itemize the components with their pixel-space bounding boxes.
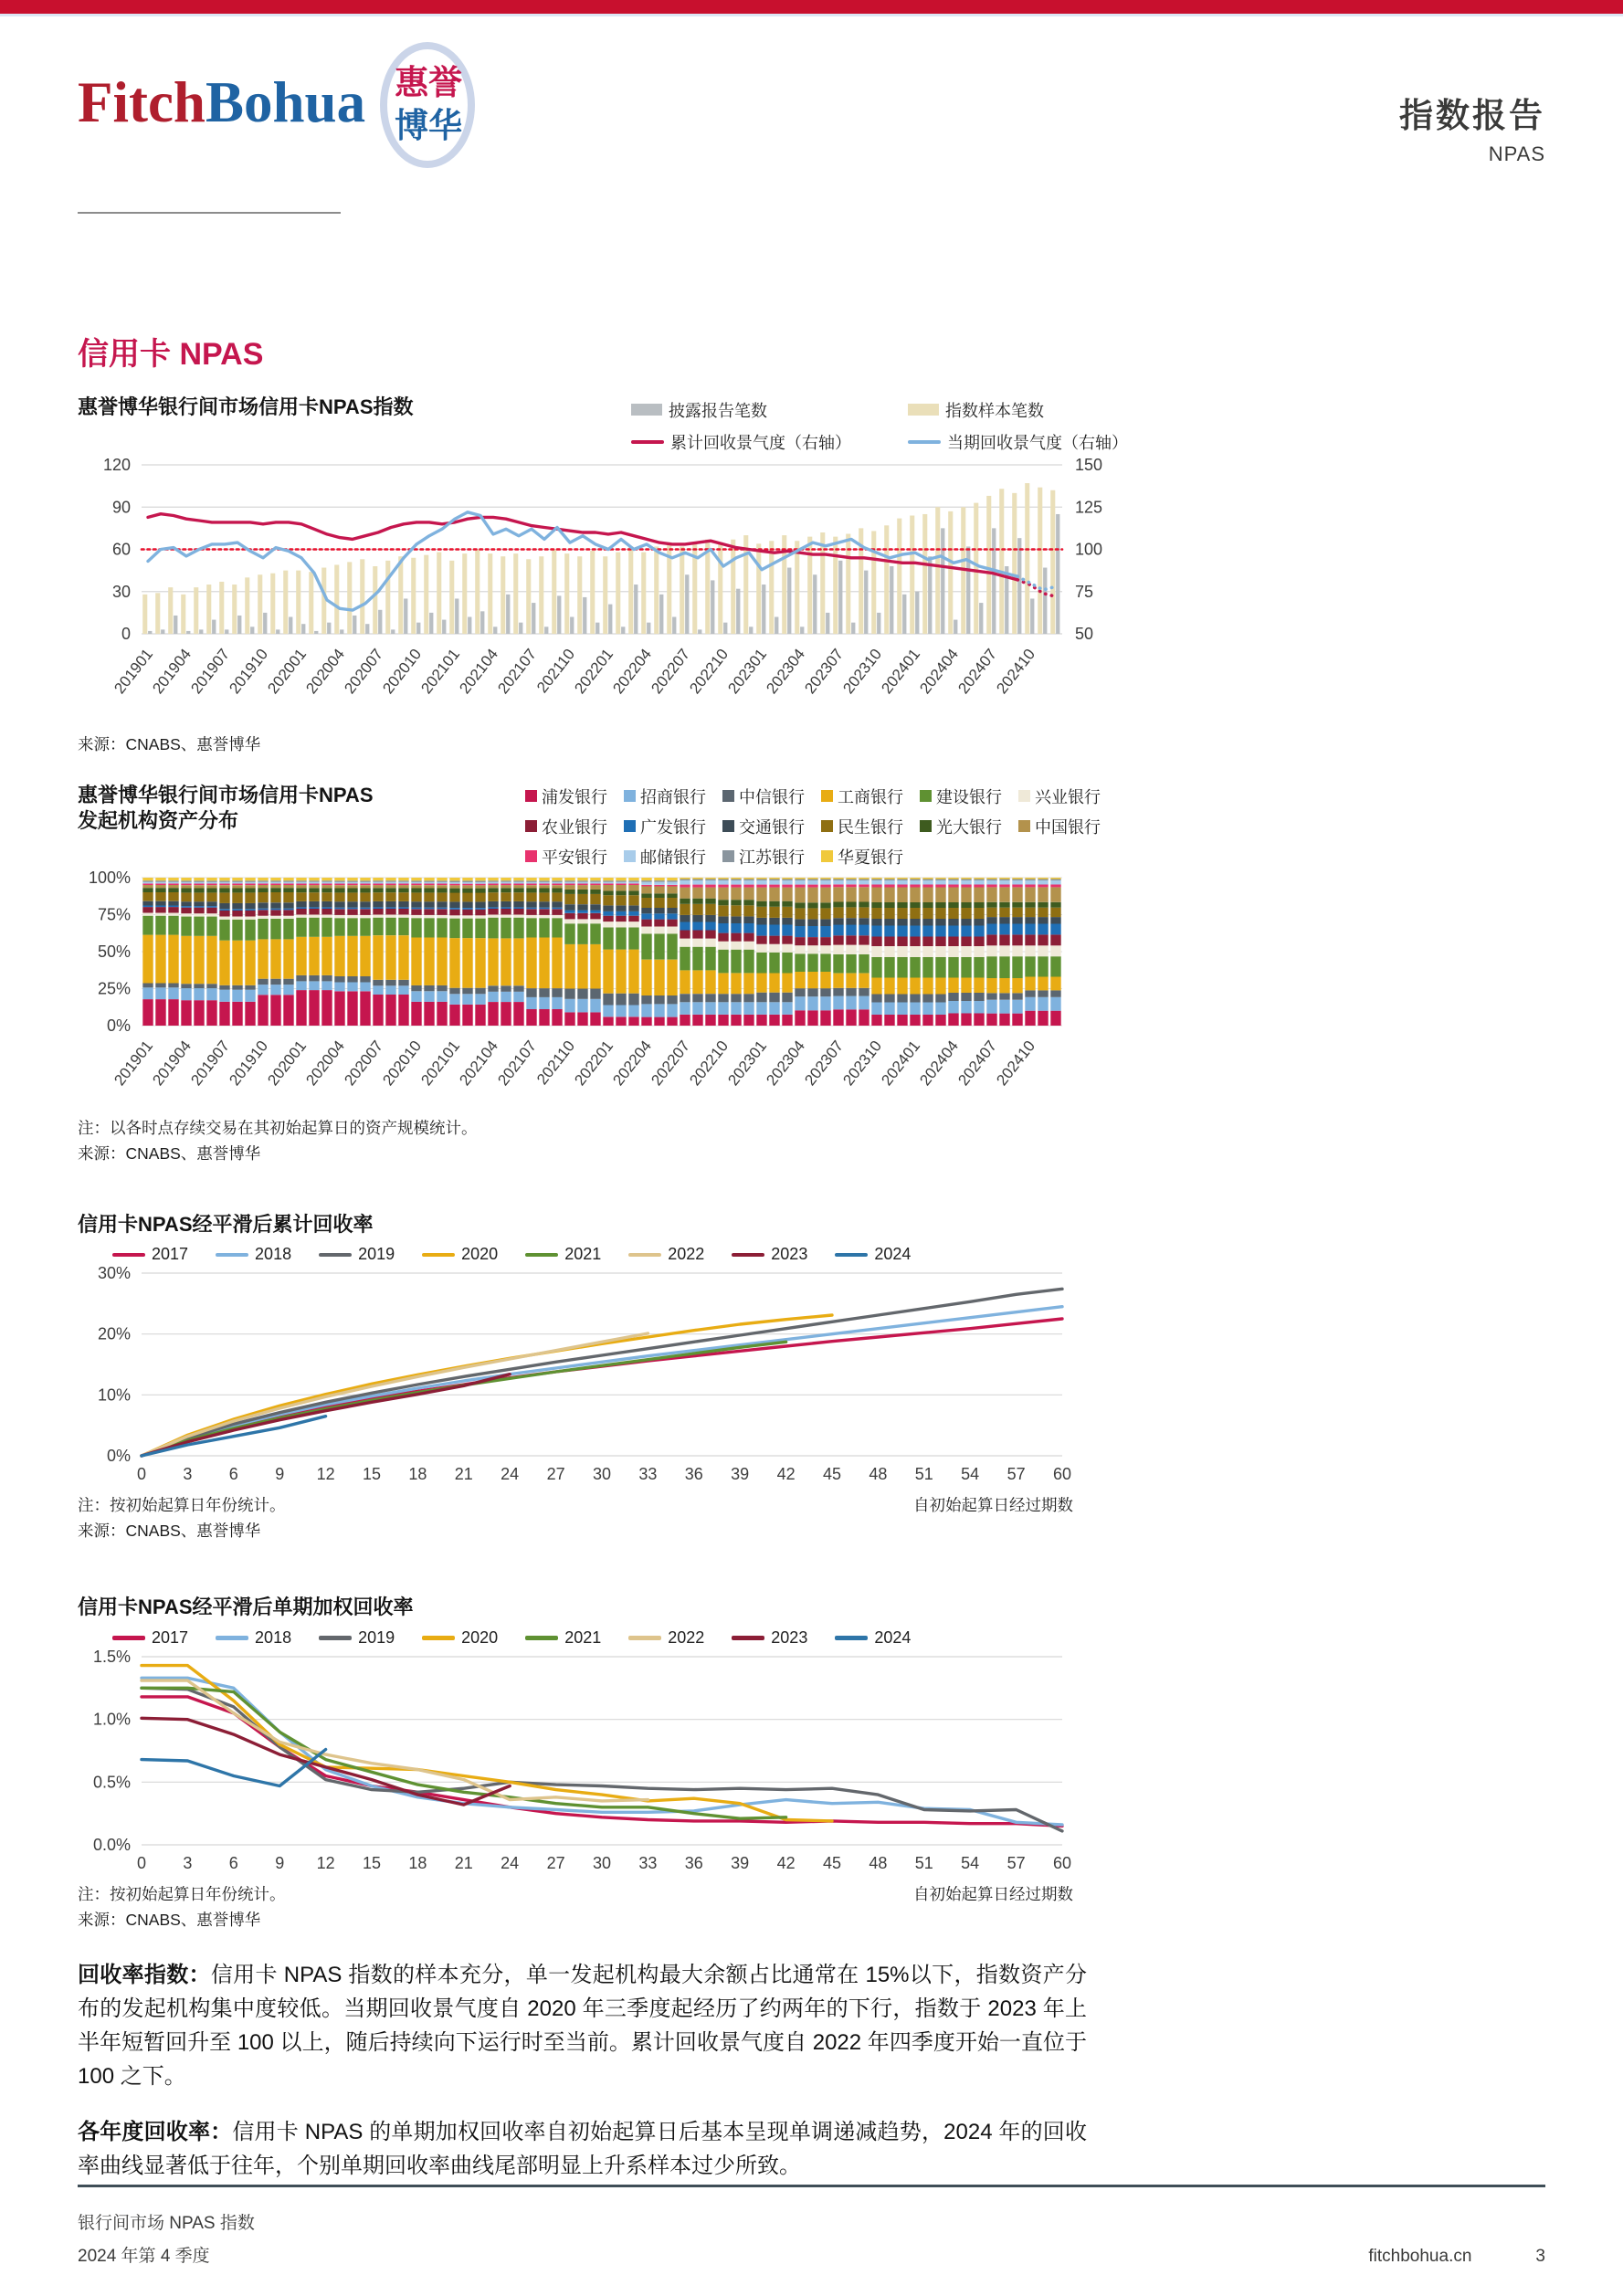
legend-swatch-icon — [631, 440, 664, 445]
legend-item-累计回收景气度（右轴） — [631, 430, 851, 454]
svg-text:0: 0 — [136, 1853, 147, 1872]
legend-label: 工商银行 — [838, 787, 903, 806]
legend-label: 2019 — [358, 1245, 395, 1264]
svg-text:75%: 75% — [97, 905, 131, 924]
chart4-note: 注：按初始起算日年份统计。 — [78, 1884, 286, 1903]
svg-text:202007: 202007 — [341, 645, 387, 697]
chart2-note: 注：以各时点存续交易在其初始起算日的资产规模统计。 — [78, 1118, 478, 1137]
svg-text:30: 30 — [592, 1853, 612, 1872]
legend-label: 2017 — [152, 1245, 189, 1264]
svg-text:202407: 202407 — [954, 645, 1001, 697]
legend-label: 建设银行 — [936, 787, 1002, 806]
legend-item-2017 — [112, 1628, 188, 1648]
legend-label: 浦发银行 — [542, 787, 607, 806]
legend-label: 当期回收景气度（右轴） — [947, 433, 1128, 452]
legend-label: 2022 — [668, 1245, 705, 1264]
chart3-note: 注：按初始起算日年份统计。 — [78, 1496, 286, 1515]
legend-item-建设银行 — [920, 785, 1007, 808]
footer-quarter: 2024 年第 4 季度 — [78, 2247, 210, 2266]
legend-item-2019 — [319, 1245, 395, 1264]
svg-text:18: 18 — [408, 1465, 427, 1484]
legend-item-2024 — [835, 1245, 911, 1264]
chart-cumulative-recovery — [78, 1212, 1128, 1543]
legend-item-光大银行 — [920, 815, 1007, 838]
legend-label: 平安银行 — [542, 848, 607, 867]
legend-swatch-icon — [112, 1636, 145, 1640]
top-blue-line — [0, 14, 1623, 16]
svg-text:202110: 202110 — [533, 645, 579, 696]
legend-label: 民生银行 — [838, 817, 903, 837]
legend-label: 2018 — [255, 1245, 292, 1264]
svg-text:100: 100 — [1075, 540, 1103, 559]
svg-text:0: 0 — [121, 624, 131, 643]
legend-item-2022 — [628, 1245, 704, 1264]
svg-text:202104: 202104 — [456, 645, 502, 697]
svg-text:202210: 202210 — [686, 645, 732, 697]
svg-text:202204: 202204 — [609, 645, 656, 697]
svg-text:202207: 202207 — [648, 645, 694, 697]
svg-text:39: 39 — [731, 1465, 750, 1484]
footer-page-number: 3 — [1535, 2247, 1545, 2266]
svg-text:60: 60 — [1052, 1853, 1072, 1872]
paragraph-recovery-index — [78, 1958, 1087, 2093]
legend-swatch-icon — [525, 1636, 558, 1640]
chart4-legend — [112, 1628, 1128, 1648]
legend-label: 2023 — [771, 1627, 808, 1647]
legend-label: 光大银行 — [936, 817, 1002, 837]
chart2-legend — [525, 785, 1128, 869]
chart-npas-index — [78, 395, 1128, 755]
svg-text:0%: 0% — [106, 1447, 131, 1466]
legend-item-邮储银行 — [624, 845, 711, 869]
svg-text:202107: 202107 — [494, 1037, 541, 1089]
legend-swatch-icon — [920, 790, 932, 802]
svg-text:45: 45 — [822, 1465, 842, 1484]
chart1-title: 惠誉博华银行间市场信用卡NPAS指数 — [78, 395, 414, 418]
page-footer — [78, 2185, 1545, 2267]
svg-text:202301: 202301 — [724, 1037, 771, 1089]
svg-text:202304: 202304 — [763, 1037, 809, 1089]
legend-item-2019 — [319, 1628, 395, 1648]
legend-item-2021 — [525, 1628, 601, 1648]
legend-label: 2020 — [461, 1627, 499, 1647]
legend-swatch-icon — [1018, 820, 1030, 832]
legend-label: 邮储银行 — [640, 848, 706, 867]
svg-text:202101: 202101 — [417, 645, 464, 697]
legend-item-平安银行 — [525, 845, 613, 869]
legend-item-2020 — [422, 1245, 498, 1264]
svg-text:25%: 25% — [97, 979, 131, 998]
chart3-title: 信用卡NPAS经平滑后累计回收率 — [78, 1212, 374, 1236]
svg-text:36: 36 — [684, 1853, 703, 1872]
svg-text:12: 12 — [316, 1465, 335, 1484]
legend-swatch-icon — [722, 850, 734, 862]
legend-item-浦发银行 — [525, 785, 613, 808]
svg-text:27: 27 — [546, 1853, 565, 1872]
legend-label: 2024 — [874, 1245, 912, 1264]
svg-text:33: 33 — [638, 1465, 658, 1484]
svg-text:30%: 30% — [97, 1264, 131, 1283]
svg-text:15: 15 — [362, 1465, 382, 1484]
svg-text:202010: 202010 — [379, 1037, 426, 1089]
svg-text:202004: 202004 — [302, 1037, 349, 1089]
svg-text:202404: 202404 — [916, 645, 963, 697]
svg-text:12: 12 — [316, 1853, 335, 1872]
chart4-source: 来源：CNABS、惠誉博华 — [78, 1910, 261, 1929]
svg-text:202310: 202310 — [839, 645, 886, 697]
legend-label: 披露报告笔数 — [669, 401, 767, 420]
svg-text:3: 3 — [183, 1465, 193, 1484]
legend-label: 2021 — [564, 1245, 602, 1264]
svg-text:202207: 202207 — [648, 1037, 694, 1089]
svg-text:0: 0 — [136, 1465, 147, 1484]
footer-site-link[interactable]: fitchbohua.cn — [1368, 2247, 1472, 2266]
svg-text:202001: 202001 — [264, 1037, 311, 1089]
svg-text:202301: 202301 — [724, 645, 771, 697]
svg-text:201904: 201904 — [149, 1037, 195, 1089]
svg-text:10%: 10% — [97, 1385, 131, 1405]
legend-item-2023 — [732, 1245, 807, 1264]
legend-item-华夏银行 — [821, 845, 909, 869]
legend-item-交通银行 — [722, 815, 810, 838]
legend-swatch-icon — [722, 820, 734, 832]
svg-text:0.0%: 0.0% — [92, 1835, 131, 1854]
chart2-source: 来源：CNABS、惠誉博华 — [78, 1143, 261, 1163]
legend-item-江苏银行 — [722, 845, 810, 869]
svg-text:6: 6 — [228, 1465, 238, 1484]
chart3-source: 来源：CNABS、惠誉博华 — [78, 1522, 261, 1541]
legend-item-披露报告笔数 — [631, 398, 851, 422]
svg-text:202410: 202410 — [993, 645, 1039, 697]
section-title: 信用卡 NPAS — [78, 337, 264, 372]
paragraph1-lead: 回收率指数： — [78, 1962, 211, 1987]
legend-item-兴业银行 — [1018, 785, 1106, 808]
footer-report-name: 银行间市场 NPAS 指数 — [78, 2214, 255, 2233]
logo-bohua-text: Bohua — [205, 70, 366, 134]
legend-swatch-icon — [624, 820, 636, 832]
legend-label: 江苏银行 — [739, 848, 805, 867]
legend-label: 2024 — [874, 1627, 912, 1647]
chart4-title: 信用卡NPAS经平滑后单期加权回收率 — [78, 1596, 414, 1619]
legend-swatch-icon — [908, 404, 939, 416]
legend-swatch-icon — [1018, 790, 1030, 802]
legend-item-2018 — [216, 1245, 291, 1264]
svg-text:42: 42 — [776, 1465, 796, 1484]
chart2-plot — [78, 869, 1128, 1113]
chart-single-period-recovery — [78, 1595, 1128, 1931]
legend-swatch-icon — [920, 820, 932, 832]
seal-char: 誉 — [428, 65, 463, 102]
svg-text:202107: 202107 — [494, 645, 541, 697]
svg-text:202401: 202401 — [878, 1037, 924, 1089]
svg-text:90: 90 — [111, 498, 131, 517]
svg-text:21: 21 — [454, 1853, 473, 1872]
legend-swatch-icon — [722, 790, 734, 802]
svg-text:202101: 202101 — [417, 1037, 464, 1089]
fitchbohua-logo — [78, 42, 475, 181]
report-type-subtitle: NPAS — [1488, 142, 1545, 165]
legend-swatch-icon — [628, 1253, 661, 1258]
paragraph2-body: 信用卡 NPAS 的单期加权回收率自初始起算日后基本呈现单调递减趋势，2024 年的回收率曲线显著低于往年，个别单期回收率曲线尾部明显上升系样本过少所致。 — [78, 2119, 1088, 2178]
svg-text:3: 3 — [183, 1853, 193, 1872]
legend-swatch-icon — [631, 404, 662, 416]
legend-item-招商银行 — [624, 785, 711, 808]
svg-text:125: 125 — [1075, 498, 1103, 517]
legend-label: 累计回收景气度（右轴） — [670, 433, 851, 452]
svg-text:20%: 20% — [97, 1325, 131, 1344]
svg-text:202001: 202001 — [264, 645, 311, 697]
legend-label: 招商银行 — [640, 787, 706, 806]
svg-text:51: 51 — [914, 1853, 933, 1872]
legend-label: 广发银行 — [640, 817, 706, 837]
svg-text:202201: 202201 — [571, 1037, 617, 1089]
legend-label: 中信银行 — [739, 787, 805, 806]
legend-label: 2023 — [771, 1245, 808, 1264]
svg-text:202304: 202304 — [763, 645, 809, 697]
legend-item-工商银行 — [821, 785, 909, 808]
svg-text:1.0%: 1.0% — [92, 1710, 131, 1729]
svg-text:0%: 0% — [106, 1016, 131, 1035]
svg-text:202204: 202204 — [609, 1037, 656, 1089]
svg-text:201910: 201910 — [226, 645, 272, 697]
svg-text:202010: 202010 — [379, 645, 426, 697]
legend-item-2024 — [835, 1628, 911, 1648]
svg-text:1.5%: 1.5% — [92, 1647, 131, 1666]
legend-label: 2022 — [668, 1627, 705, 1647]
chart1-source: 来源：CNABS、惠誉博华 — [78, 734, 261, 753]
legend-item-2020 — [422, 1628, 498, 1648]
legend-label: 兴业银行 — [1035, 787, 1101, 806]
paragraph-yearly-recovery — [78, 2115, 1087, 2183]
svg-text:202201: 202201 — [571, 645, 617, 697]
svg-text:201907: 201907 — [187, 645, 234, 697]
svg-text:57: 57 — [1006, 1465, 1026, 1484]
legend-swatch-icon — [908, 440, 941, 445]
legend-swatch-icon — [525, 820, 537, 832]
legend-swatch-icon — [835, 1253, 868, 1258]
page-header — [78, 42, 1545, 181]
svg-text:60: 60 — [111, 540, 131, 559]
svg-text:9: 9 — [275, 1465, 285, 1484]
svg-text:24: 24 — [501, 1465, 520, 1484]
svg-text:202407: 202407 — [954, 1037, 1001, 1089]
legend-swatch-icon — [821, 820, 833, 832]
legend-label: 2019 — [358, 1627, 395, 1647]
chart-asset-distribution — [78, 783, 1128, 1164]
legend-swatch-icon — [628, 1636, 661, 1640]
svg-text:150: 150 — [1075, 455, 1103, 474]
svg-text:51: 51 — [914, 1465, 933, 1484]
svg-text:54: 54 — [961, 1465, 980, 1484]
svg-text:42: 42 — [776, 1853, 796, 1872]
svg-text:36: 36 — [684, 1465, 703, 1484]
report-type-title: 指数报告 — [1399, 97, 1545, 134]
chart4-plot — [78, 1648, 1128, 1880]
svg-text:24: 24 — [501, 1853, 520, 1872]
svg-text:33: 33 — [638, 1853, 658, 1872]
logo-seal-icon — [380, 42, 475, 168]
footer-left — [78, 2209, 255, 2267]
svg-text:30: 30 — [592, 1465, 612, 1484]
legend-item-2021 — [525, 1245, 601, 1264]
chart3-legend — [112, 1245, 1128, 1264]
chart2-title — [78, 783, 374, 835]
chart4-xlabel: 自初始起算日经过期数 — [913, 1884, 1073, 1903]
legend-item-中信银行 — [722, 785, 810, 808]
legend-swatch-icon — [525, 850, 537, 862]
seal-char: 华 — [428, 108, 463, 145]
legend-item-民生银行 — [821, 815, 909, 838]
legend-item-指数样本笔数 — [908, 398, 1128, 422]
legend-label: 2017 — [152, 1627, 189, 1647]
svg-text:202401: 202401 — [878, 645, 924, 697]
legend-swatch-icon — [319, 1253, 352, 1258]
svg-text:75: 75 — [1075, 582, 1094, 601]
seal-char: 博 — [395, 108, 429, 145]
legend-item-2022 — [628, 1628, 704, 1648]
svg-text:100%: 100% — [88, 868, 131, 887]
svg-text:15: 15 — [362, 1853, 382, 1872]
svg-text:202004: 202004 — [302, 645, 349, 697]
legend-label: 指数样本笔数 — [945, 401, 1044, 420]
legend-item-2018 — [216, 1628, 291, 1648]
svg-text:54: 54 — [961, 1853, 980, 1872]
legend-label: 交通银行 — [739, 817, 805, 837]
svg-text:201910: 201910 — [226, 1037, 272, 1089]
svg-text:202404: 202404 — [916, 1037, 963, 1089]
svg-text:202104: 202104 — [456, 1037, 502, 1089]
logo-wordmark — [78, 69, 365, 136]
logo-divider — [78, 212, 341, 214]
legend-swatch-icon — [112, 1253, 145, 1258]
svg-text:0.5%: 0.5% — [92, 1773, 131, 1792]
legend-item-中国银行 — [1018, 815, 1106, 838]
svg-text:30: 30 — [111, 582, 131, 601]
svg-text:21: 21 — [454, 1465, 473, 1484]
legend-item-广发银行 — [624, 815, 711, 838]
svg-text:202110: 202110 — [533, 1037, 579, 1088]
logo-fitch-text: Fitch — [78, 70, 206, 134]
svg-text:18: 18 — [408, 1853, 427, 1872]
svg-text:48: 48 — [869, 1465, 888, 1484]
legend-label: 2018 — [255, 1627, 292, 1647]
legend-swatch-icon — [835, 1636, 868, 1640]
legend-swatch-icon — [422, 1636, 455, 1640]
svg-text:201901: 201901 — [111, 1037, 157, 1089]
svg-text:50%: 50% — [97, 942, 131, 961]
svg-text:202410: 202410 — [993, 1037, 1039, 1089]
legend-item-农业银行 — [525, 815, 613, 838]
svg-text:202307: 202307 — [801, 1037, 848, 1089]
svg-text:202007: 202007 — [341, 1037, 387, 1089]
svg-text:45: 45 — [822, 1853, 842, 1872]
legend-item-2023 — [732, 1628, 807, 1648]
legend-swatch-icon — [525, 790, 537, 802]
svg-text:202307: 202307 — [801, 645, 848, 697]
chart2-title-line2: 发起机构资产分布 — [78, 809, 239, 833]
svg-text:39: 39 — [731, 1853, 750, 1872]
legend-label: 华夏银行 — [838, 848, 903, 867]
svg-text:202210: 202210 — [686, 1037, 732, 1089]
svg-text:6: 6 — [228, 1853, 238, 1872]
svg-text:9: 9 — [275, 1853, 285, 1872]
legend-swatch-icon — [821, 790, 833, 802]
svg-text:202310: 202310 — [839, 1037, 886, 1089]
svg-text:48: 48 — [869, 1853, 888, 1872]
svg-text:27: 27 — [546, 1465, 565, 1484]
svg-text:201901: 201901 — [111, 645, 157, 697]
legend-swatch-icon — [732, 1253, 764, 1258]
legend-swatch-icon — [422, 1253, 455, 1258]
top-red-band — [0, 0, 1623, 14]
legend-swatch-icon — [821, 850, 833, 862]
seal-char: 惠 — [395, 65, 429, 102]
legend-label: 中国银行 — [1035, 817, 1101, 837]
report-type-block — [1399, 88, 1545, 181]
svg-text:201907: 201907 — [187, 1037, 234, 1089]
svg-text:50: 50 — [1075, 624, 1094, 643]
legend-swatch-icon — [732, 1636, 764, 1640]
legend-swatch-icon — [216, 1253, 248, 1258]
paragraph1-body: 信用卡 NPAS 指数的样本充分，单一发起机构最大余额占比通常在 15%以下，指数资产分布的发起机构集中度较低。当期回收景气度自 2020 年三季度起经历了约两年的下行，指数于 2023 年上半年短暂回升至 100 以上，随后持续向下运行时至当前。累计回收景气度自 2022 年四季度开始一直位于 100 之下。 — [78, 1962, 1087, 2089]
paragraph2-lead: 各年度回收率： — [78, 2119, 233, 2144]
chart1-legend — [631, 398, 1128, 454]
legend-swatch-icon — [216, 1636, 248, 1640]
chart3-plot — [78, 1264, 1128, 1490]
legend-label: 2021 — [564, 1627, 602, 1647]
legend-swatch-icon — [624, 850, 636, 862]
svg-text:57: 57 — [1006, 1853, 1026, 1872]
legend-swatch-icon — [525, 1253, 558, 1258]
chart2-title-line1: 惠誉博华银行间市场信用卡NPAS — [78, 783, 374, 806]
svg-text:201904: 201904 — [149, 645, 195, 697]
legend-label: 2020 — [461, 1245, 499, 1264]
legend-swatch-icon — [624, 790, 636, 802]
chart3-xlabel: 自初始起算日经过期数 — [913, 1496, 1073, 1515]
chart1-plot — [78, 454, 1128, 730]
legend-item-2017 — [112, 1245, 188, 1264]
legend-item-当期回收景气度（右轴） — [908, 430, 1128, 454]
legend-label: 农业银行 — [542, 817, 607, 837]
svg-text:60: 60 — [1052, 1465, 1072, 1484]
svg-text:120: 120 — [102, 455, 131, 474]
legend-swatch-icon — [319, 1636, 352, 1640]
